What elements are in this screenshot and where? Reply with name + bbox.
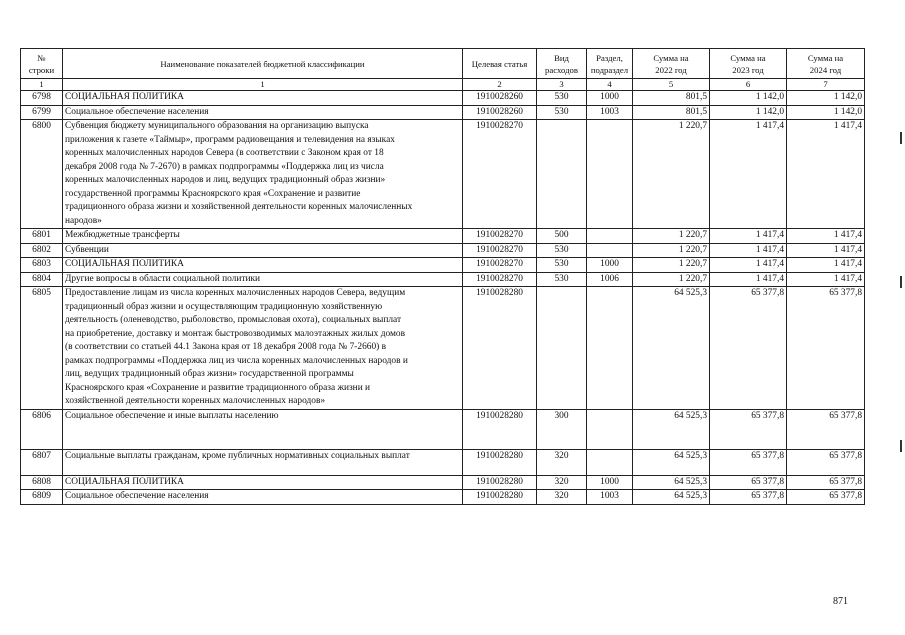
sum-2023: 1 417,4 bbox=[710, 258, 787, 273]
row-number: 6807 bbox=[21, 449, 63, 475]
section-code bbox=[587, 120, 633, 229]
table-row bbox=[21, 120, 865, 229]
sum-2022: 1 220,7 bbox=[633, 258, 710, 273]
expense-type: 320 bbox=[537, 475, 587, 490]
sum-2023: 65 377,8 bbox=[710, 449, 787, 475]
expense-type bbox=[537, 287, 587, 410]
sum-2022: 1 220,7 bbox=[633, 243, 710, 258]
sum-2024: 65 377,8 bbox=[787, 449, 865, 475]
section-code: 1006 bbox=[587, 272, 633, 287]
sum-2023: 1 417,4 bbox=[710, 243, 787, 258]
target-article: 1910028270 bbox=[463, 229, 537, 244]
indicator-name: Социальные выплаты гражданам, кроме публичных нормативных социальных выплат bbox=[63, 449, 463, 475]
sum-2023: 1 142,0 bbox=[710, 105, 787, 120]
header-sum-2022: Сумма на 2022 год bbox=[633, 49, 710, 79]
sum-2023: 1 417,4 bbox=[710, 272, 787, 287]
sum-2023: 65 377,8 bbox=[710, 490, 787, 505]
sum-2023: 65 377,8 bbox=[710, 475, 787, 490]
header-expense-type: Вид расходов bbox=[537, 49, 587, 79]
expense-type: 530 bbox=[537, 105, 587, 120]
target-article: 1910028270 bbox=[463, 120, 537, 229]
indicator-name: Предоставление лицам из числа коренных малочисленных народов Севера, ведущим традиционный образ жизни и осуществляющим традиционную хозяйственную деятельность (оленеводство, рыболовство, промысловая охота), социальных выплат на приобретение, доставку и монтаж быстровозводимых малоэтажных жилых домов (в соответствии со статьей 44.1 Закона края от 18 декабря 2008 года № 7-2660) в рамках подпрограммы «Поддержка лиц из числа коренных малочисленных народов и лиц, ведущих традиционный образ жизни» государственной программы Красноярского края «Сохранение и развитие традиционного образа жизни и хозяйственной деятельности коренных малочисленных народов» bbox=[63, 287, 463, 410]
sum-2024: 1 417,4 bbox=[787, 120, 865, 229]
sum-2024: 65 377,8 bbox=[787, 490, 865, 505]
row-number: 6809 bbox=[21, 490, 63, 505]
row-number: 6799 bbox=[21, 105, 63, 120]
sum-2024: 1 417,4 bbox=[787, 229, 865, 244]
table-row bbox=[21, 243, 865, 258]
expense-type: 320 bbox=[537, 449, 587, 475]
sum-2023: 1 417,4 bbox=[710, 120, 787, 229]
column-number: 1 bbox=[21, 79, 63, 91]
table-row bbox=[21, 287, 865, 410]
expense-type: 530 bbox=[537, 258, 587, 273]
header-indicator-name: Наименование показателей бюджетной классификации bbox=[63, 49, 463, 79]
indicator-name: Социальное обеспечение населения bbox=[63, 105, 463, 120]
indicator-name: Межбюджетные трансферты bbox=[63, 229, 463, 244]
expense-type: 320 bbox=[537, 490, 587, 505]
indicator-name: СОЦИАЛЬНАЯ ПОЛИТИКА bbox=[63, 475, 463, 490]
indicator-name: СОЦИАЛЬНАЯ ПОЛИТИКА bbox=[63, 258, 463, 273]
target-article: 1910028270 bbox=[463, 258, 537, 273]
section-code: 1000 bbox=[587, 258, 633, 273]
column-number: 1 bbox=[63, 79, 463, 91]
indicator-name: Субвенция бюджету муниципального образования на организацию выпуска приложения к газете «Таймыр», программ радиовещания и телевидения на языках коренных малочисленных народов Севера (в соответствии с Законом края от 18 декабря 2008 года № 7-2670) в рамках подпрограммы «Поддержка лиц из числа коренных малочисленных народов и лиц, ведущих традиционный образ жизни» государственной программы Красноярского края «Сохранение и развитие традиционного образа жизни и хозяйственной деятельности коренных малочисленных народов» bbox=[63, 120, 463, 229]
header-row-number: № строки bbox=[21, 49, 63, 79]
header-section: Раздел, подраздел bbox=[587, 49, 633, 79]
section-code: 1003 bbox=[587, 105, 633, 120]
table-row bbox=[21, 490, 865, 505]
table-row bbox=[21, 272, 865, 287]
sum-2024: 1 417,4 bbox=[787, 243, 865, 258]
sum-2024: 1 417,4 bbox=[787, 258, 865, 273]
section-code: 1003 bbox=[587, 490, 633, 505]
table-row bbox=[21, 91, 865, 106]
section-code: 1000 bbox=[587, 475, 633, 490]
target-article: 1910028260 bbox=[463, 105, 537, 120]
target-article: 1910028280 bbox=[463, 490, 537, 505]
indicator-name: Субвенции bbox=[63, 243, 463, 258]
scan-edge-mark bbox=[900, 440, 902, 452]
column-number: 5 bbox=[633, 79, 710, 91]
sum-2022: 64 525,3 bbox=[633, 490, 710, 505]
sum-2023: 65 377,8 bbox=[710, 409, 787, 449]
section-code bbox=[587, 229, 633, 244]
sum-2022: 64 525,3 bbox=[633, 409, 710, 449]
indicator-name: Другие вопросы в области социальной политики bbox=[63, 272, 463, 287]
row-number: 6801 bbox=[21, 229, 63, 244]
section-code bbox=[587, 409, 633, 449]
section-code bbox=[587, 287, 633, 410]
sum-2022: 801,5 bbox=[633, 91, 710, 106]
column-number: 7 bbox=[787, 79, 865, 91]
target-article: 1910028280 bbox=[463, 449, 537, 475]
budget-table bbox=[20, 48, 865, 505]
sum-2023: 1 142,0 bbox=[710, 91, 787, 106]
indicator-name: Социальное обеспечение населения bbox=[63, 490, 463, 505]
row-number: 6805 bbox=[21, 287, 63, 410]
section-code bbox=[587, 243, 633, 258]
header-row bbox=[21, 49, 865, 79]
row-number: 6808 bbox=[21, 475, 63, 490]
indicator-name: Социальное обеспечение и иные выплаты населению bbox=[63, 409, 463, 449]
sum-2022: 1 220,7 bbox=[633, 272, 710, 287]
page-number: 871 bbox=[833, 596, 848, 607]
sum-2024: 65 377,8 bbox=[787, 475, 865, 490]
header-target-article: Целевая статья bbox=[463, 49, 537, 79]
sum-2024: 1 142,0 bbox=[787, 105, 865, 120]
sum-2022: 1 220,7 bbox=[633, 120, 710, 229]
sum-2022: 801,5 bbox=[633, 105, 710, 120]
sum-2022: 64 525,3 bbox=[633, 449, 710, 475]
section-code: 1000 bbox=[587, 91, 633, 106]
sum-2023: 65 377,8 bbox=[710, 287, 787, 410]
target-article: 1910028270 bbox=[463, 243, 537, 258]
column-number: 2 bbox=[463, 79, 537, 91]
scan-edge-mark bbox=[900, 132, 902, 144]
row-number: 6800 bbox=[21, 120, 63, 229]
row-number: 6804 bbox=[21, 272, 63, 287]
expense-type: 530 bbox=[537, 91, 587, 106]
column-number: 4 bbox=[587, 79, 633, 91]
sum-2024: 65 377,8 bbox=[787, 287, 865, 410]
target-article: 1910028280 bbox=[463, 287, 537, 410]
table-row bbox=[21, 475, 865, 490]
expense-type: 530 bbox=[537, 272, 587, 287]
target-article: 1910028280 bbox=[463, 409, 537, 449]
table-row bbox=[21, 229, 865, 244]
header-sum-2024: Сумма на 2024 год bbox=[787, 49, 865, 79]
column-number: 6 bbox=[710, 79, 787, 91]
target-article: 1910028260 bbox=[463, 91, 537, 106]
sum-2024: 65 377,8 bbox=[787, 409, 865, 449]
column-number: 3 bbox=[537, 79, 587, 91]
target-article: 1910028270 bbox=[463, 272, 537, 287]
table-row bbox=[21, 409, 865, 449]
header-sum-2023: Сумма на 2023 год bbox=[710, 49, 787, 79]
table-row bbox=[21, 449, 865, 475]
row-number: 6803 bbox=[21, 258, 63, 273]
sum-2022: 1 220,7 bbox=[633, 229, 710, 244]
expense-type: 300 bbox=[537, 409, 587, 449]
expense-type: 500 bbox=[537, 229, 587, 244]
indicator-name: СОЦИАЛЬНАЯ ПОЛИТИКА bbox=[63, 91, 463, 106]
expense-type: 530 bbox=[537, 243, 587, 258]
sum-2022: 64 525,3 bbox=[633, 287, 710, 410]
row-number: 6806 bbox=[21, 409, 63, 449]
sum-2023: 1 417,4 bbox=[710, 229, 787, 244]
sum-2022: 64 525,3 bbox=[633, 475, 710, 490]
table-row bbox=[21, 105, 865, 120]
sum-2024: 1 142,0 bbox=[787, 91, 865, 106]
sum-2024: 1 417,4 bbox=[787, 272, 865, 287]
column-number-row bbox=[21, 79, 865, 91]
scan-edge-mark bbox=[900, 276, 902, 288]
table-row bbox=[21, 258, 865, 273]
row-number: 6798 bbox=[21, 91, 63, 106]
expense-type bbox=[537, 120, 587, 229]
target-article: 1910028280 bbox=[463, 475, 537, 490]
row-number: 6802 bbox=[21, 243, 63, 258]
section-code bbox=[587, 449, 633, 475]
